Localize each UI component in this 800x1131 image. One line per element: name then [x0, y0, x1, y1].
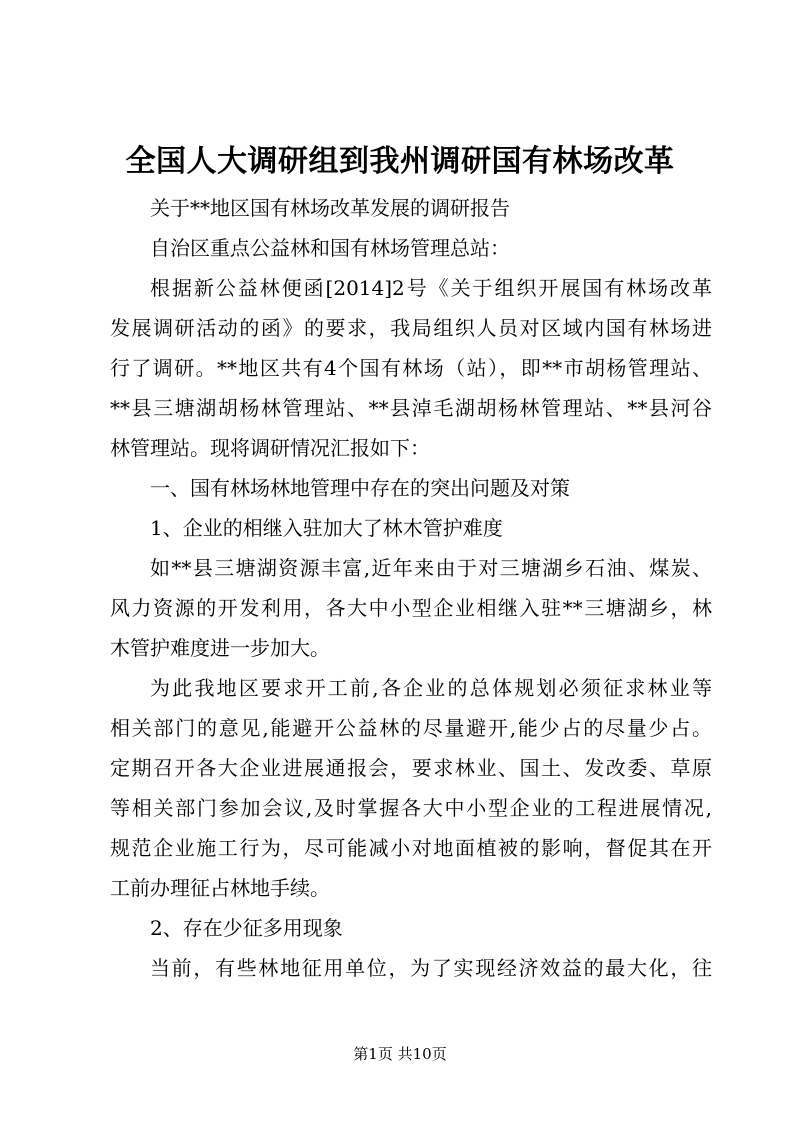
- text-line: 1、企业的相继入驻加大了林木管护难度: [150, 516, 503, 540]
- subsection-heading: [110, 508, 712, 548]
- text-line: 林管理站。现将调研情况汇报如下：: [110, 436, 430, 460]
- text-line: 当前，有些林地征用单位，为了实现经济效益的最大化，往: [150, 956, 712, 980]
- text-line: 自治区重点公益林和国有林场管理总站：: [150, 236, 510, 260]
- page-number: 第1页 共10页: [353, 1045, 447, 1063]
- paragraph-body: [110, 668, 712, 908]
- text-line: 如**县三塘湖资源丰富,近年来由于对三塘湖乡石油、煤炭、: [150, 556, 712, 580]
- text-line: 定期召开各大企业进展通报会，要求林业、国土、发改委、草原: [110, 756, 712, 780]
- text-line: 木管护难度进一步加大。: [110, 636, 330, 660]
- text-line: 工前办理征占林地手续。: [110, 876, 330, 900]
- text-line: 等相关部门参加会议,及时掌握各大中小型企业的工程进展情况,: [110, 796, 712, 820]
- section-heading: [110, 468, 712, 508]
- text-line: 规范企业施工行为，尽可能减小对地面植被的影响，督促其在开: [110, 836, 712, 860]
- text-line: 关于**地区国有林场改革发展的调研报告: [150, 196, 510, 220]
- text-line: 行了调研。**地区共有4个国有林场（站），即**市胡杨管理站、: [110, 356, 712, 380]
- document-body: [110, 188, 712, 988]
- text-line: 相关部门的意见,能避开公益林的尽量避开,能少占的尽量少占。: [110, 716, 712, 740]
- text-line: 为此我地区要求开工前,各企业的总体规划必须征求林业等: [150, 676, 712, 700]
- paragraph-salutation: [110, 228, 712, 268]
- paragraph-body: [110, 948, 712, 988]
- text-line: 发展调研活动的函》的要求，我局组织人员对区域内国有林场进: [110, 316, 712, 340]
- subsection-heading: [110, 908, 712, 948]
- text-line: 一、国有林场林地管理中存在的突出问题及对策: [150, 476, 570, 500]
- paragraph-body: [110, 548, 712, 668]
- paragraph-intro: [110, 268, 712, 468]
- text-line: 风力资源的开发利用，各大中小型企业相继入驻**三塘湖乡，林: [110, 596, 712, 620]
- paragraph-subtitle: [110, 188, 712, 228]
- document-title: 全国人大调研组到我州调研国有林场改革: [125, 144, 675, 179]
- text-line: 2、存在少征多用现象: [150, 916, 343, 940]
- text-line: **县三塘湖胡杨林管理站、**县淖毛湖胡杨林管理站、**县河谷: [110, 396, 712, 420]
- text-line: 根据新公益林便函[2014]2号《关于组织开展国有林场改革: [150, 276, 712, 300]
